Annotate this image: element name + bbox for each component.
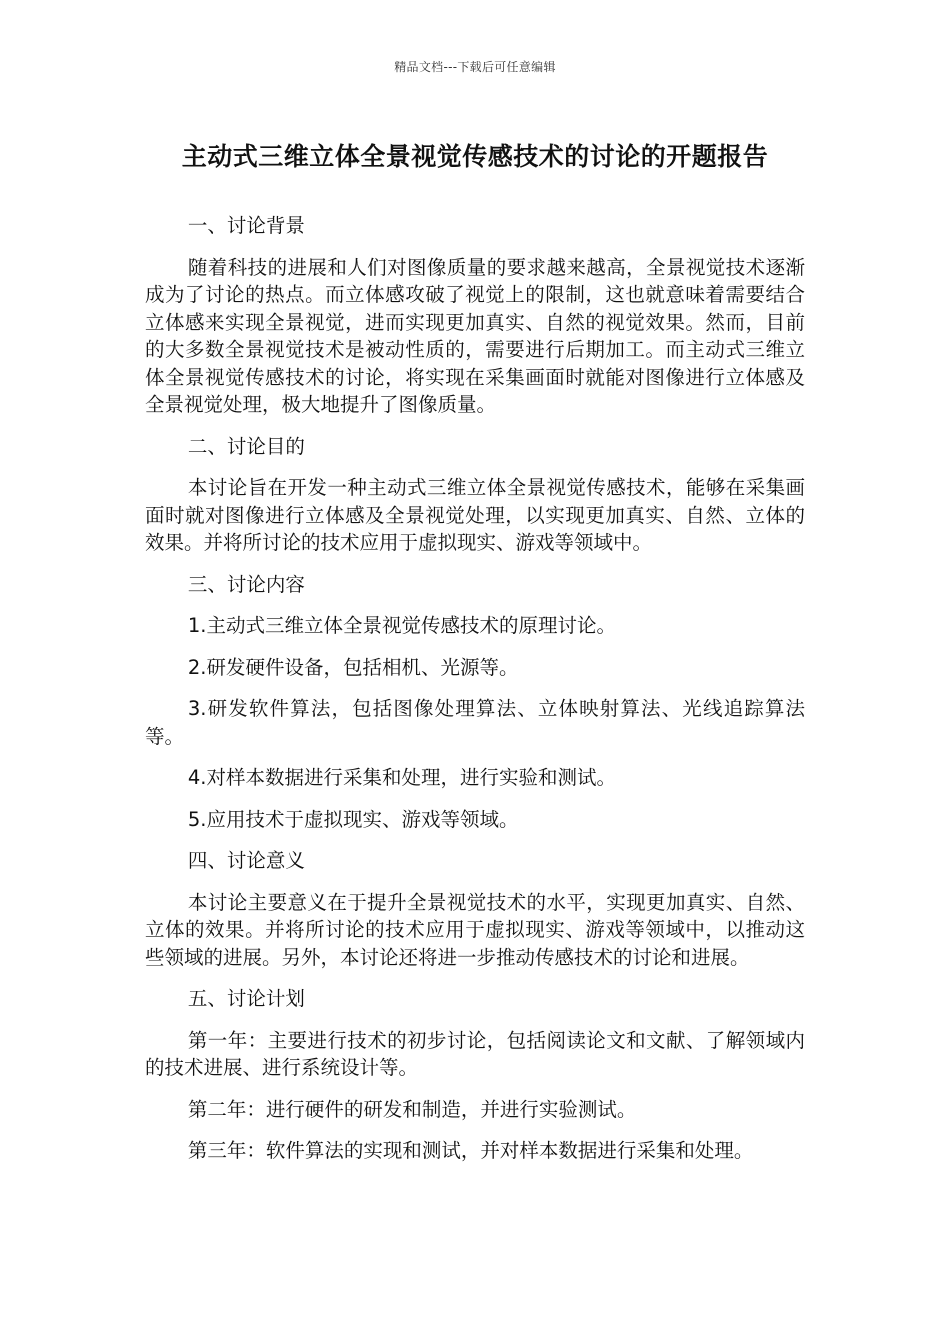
section-heading-significance: 四、讨论意义 <box>187 849 305 872</box>
section-heading-content: 三、讨论内容 <box>187 572 305 596</box>
paragraph-significance: 本讨论主要意义在于提升全景视觉技术的水平，实现更加真实、自然、立体的效果。并将所讨论的技术应用于虚拟现实、游戏等领域中，以推动这些领域的进展。另外，本讨论还将进一步推动传感技术的讨论和进展。 <box>145 890 805 969</box>
plan-item-year-3: 第三年：软件算法的实现和测试，并对样本数据进行采集和处理。 <box>187 1139 754 1162</box>
list-item-content-1: 1.主动式三维立体全景视觉传感技术的原理讨论。 <box>187 614 616 637</box>
page-header: 精品文档---下载后可任意编辑 <box>394 60 556 74</box>
list-item-content-2: 2.研发硬件设备，包括相机、光源等。 <box>187 655 519 679</box>
list-item-content-5: 5.应用技术于虚拟现实、游戏等领域。 <box>187 807 519 831</box>
plan-item-year-1: 第一年：主要进行技术的初步讨论，包括阅读论文和文献、了解领域内的技术进展、进行系统设计等。 <box>145 1028 805 1079</box>
plan-item-year-2: 第二年：进行硬件的研发和制造，并进行实验测试。 <box>187 1097 637 1121</box>
document-title: 主动式三维立体全景视觉传感技术的讨论的开题报告 <box>181 142 769 171</box>
paragraph-background: 随着科技的进展和人们对图像质量的要求越来越高，全景视觉技术逐渐成为了讨论的热点。而立体感攻破了视觉上的限制，这也就意味着需要结合立体感来实现全景视觉，进而实现更加真实、自然的视觉效果。然而，目前的大多数全景视觉技术是被动性质的，需要进行后期加工。而主动式三维立体全景视觉传感技术的讨论，将实现在采集画面时就能对图像进行立体感及全景视觉处理，极大地提升了图像质量。 <box>145 255 805 416</box>
list-item-content-4: 4.对样本数据进行采集和处理，进行实验和测试。 <box>187 766 616 789</box>
list-item-content-3: 3.研发软件算法，包括图像处理算法、立体映射算法、光线追踪算法等。 <box>145 697 805 748</box>
section-heading-plan: 五、讨论计划 <box>187 987 305 1010</box>
paragraph-purpose: 本讨论旨在开发一种主动式三维立体全景视觉传感技术，能够在采集画面时就对图像进行立体感及全景视觉处理，以实现更加真实、自然、立体的效果。并将所讨论的技术应用于虚拟现实、游戏等领域中。 <box>145 476 805 554</box>
section-heading-background: 一、讨论背景 <box>187 214 305 237</box>
document-body <box>145 212 805 1179</box>
section-heading-purpose: 二、讨论目的 <box>187 434 305 458</box>
